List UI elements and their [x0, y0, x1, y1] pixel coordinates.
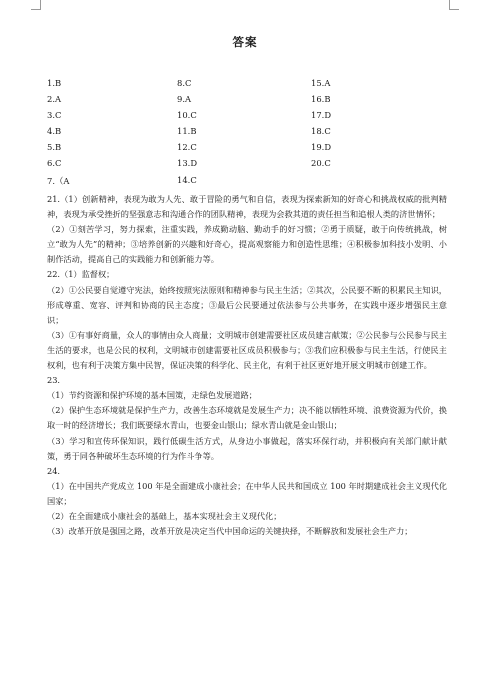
- crop-mark-top-left: [31, 0, 41, 10]
- answer-item: 12.C: [177, 142, 197, 153]
- answer-paragraph: （1）在中国共产党成立 100 年是全面建成小康社会；在中华人民共和国成立 100 年时期建成社会主义现代化国家；: [47, 480, 447, 506]
- answer-paragraph: （2）①刻苦学习，努力探索，注重实践，养成勤动脑、勤动手的好习惯；②勇于质疑，敢于向传统挑战，树立“敢为人先”的精神；③培养创新的兴趣和好奇心，提高观察能力和创造性思维；④积极参加科技小发明、小制作活动，提高自己的实践能力和创新能力等。: [47, 224, 447, 265]
- answer-item: 5.B: [47, 142, 62, 153]
- crop-mark-top-right: [449, 0, 459, 10]
- answer-item: 14.C: [177, 174, 197, 185]
- answer-paragraph: （3）①有事好商量，众人的事情由众人商量；文明城市创建需要社区成员建言献策；②公民参与公民参与民主生活的要求，也是公民的权利，文明城市创建需要社区成员积极参与；③我们应积极参与民主生活，行使民主权利，也有利于决策方集中民智，保证决策的科学化、民主化，有利于社区更好地开展文明城市创建工作。: [47, 329, 447, 371]
- answer-item: 6.C: [47, 158, 62, 169]
- answer-item: 11.B: [177, 126, 197, 137]
- answer-item: 17.D: [311, 110, 332, 121]
- answer-paragraph: （1）节约资源和保护环境的基本国策，走绿色发展道路；: [47, 390, 257, 401]
- answer-paragraph: 22.（1）监督权；: [47, 269, 115, 280]
- answer-item: 9.A: [177, 94, 192, 105]
- answer-item: 2.A: [47, 94, 62, 105]
- answer-item: 1.B: [47, 78, 62, 88]
- answer-paragraph: 24.: [47, 465, 61, 476]
- answer-item: 13.D: [177, 158, 198, 169]
- answer-item: 8.C: [177, 78, 192, 88]
- answer-item: 15.A: [311, 78, 331, 88]
- answer-paragraph: （3）改革开放是强国之路，改革开放是决定当代中国命运的关键抉择，不断解放和发展社会生产力；: [47, 526, 413, 537]
- answer-item: 16.B: [311, 94, 331, 105]
- answer-paragraph: （2）在全面建成小康社会的基础上，基本实现社会主义现代化；: [47, 510, 282, 521]
- answer-body: [47, 192, 447, 539]
- page-title: 答案: [232, 35, 258, 49]
- answer-paragraph: （3）学习和宣传环保知识，践行低碳生活方式，从身边小事做起，落实环保行动，并积极向有关部门献计献策，勇于同各种破坏生态环境的行为作斗争等。: [47, 435, 447, 461]
- answer-item: 20.C: [311, 158, 331, 169]
- answer-item: 7.（A: [47, 175, 70, 186]
- answer-item: 10.C: [177, 110, 197, 121]
- answer-item: 18.C: [311, 126, 331, 137]
- answer-item: 19.D: [311, 142, 332, 153]
- answer-paragraph: （2）保护生态环境就是保护生产力，改善生态环境就是发展生产力；决不能以牺牲环境、浪费资源为代价，换取一时的经济增长；我们既要绿水青山，也要金山银山；绿水青山就是金山银山；: [47, 405, 447, 431]
- answer-paragraph: 23.: [47, 375, 61, 386]
- answer-item: 3.C: [47, 110, 62, 121]
- answer-paragraph: （2）①公民要自觉遵守宪法，始终按照宪法原则和精神参与民主生活；②其次，公民要不断的积累民主知识，形成尊重、宽容、评判和协商的民主态度；③最后公民要通过依法参与公共事务，在实践中逐步增强民主意识；: [47, 284, 447, 325]
- answer-item: 4.B: [47, 126, 62, 137]
- answer-paragraph: 21.（1）创新精神，表现为敢为人先、敢于冒险的勇气和自信，表现为探索新知的好奇心和挑战权威的批判精神，表现为承受挫折的坚强意志和沟通合作的团队精神，表现为会救其道的责任担当和追根人类的济世情怀；: [47, 194, 447, 220]
